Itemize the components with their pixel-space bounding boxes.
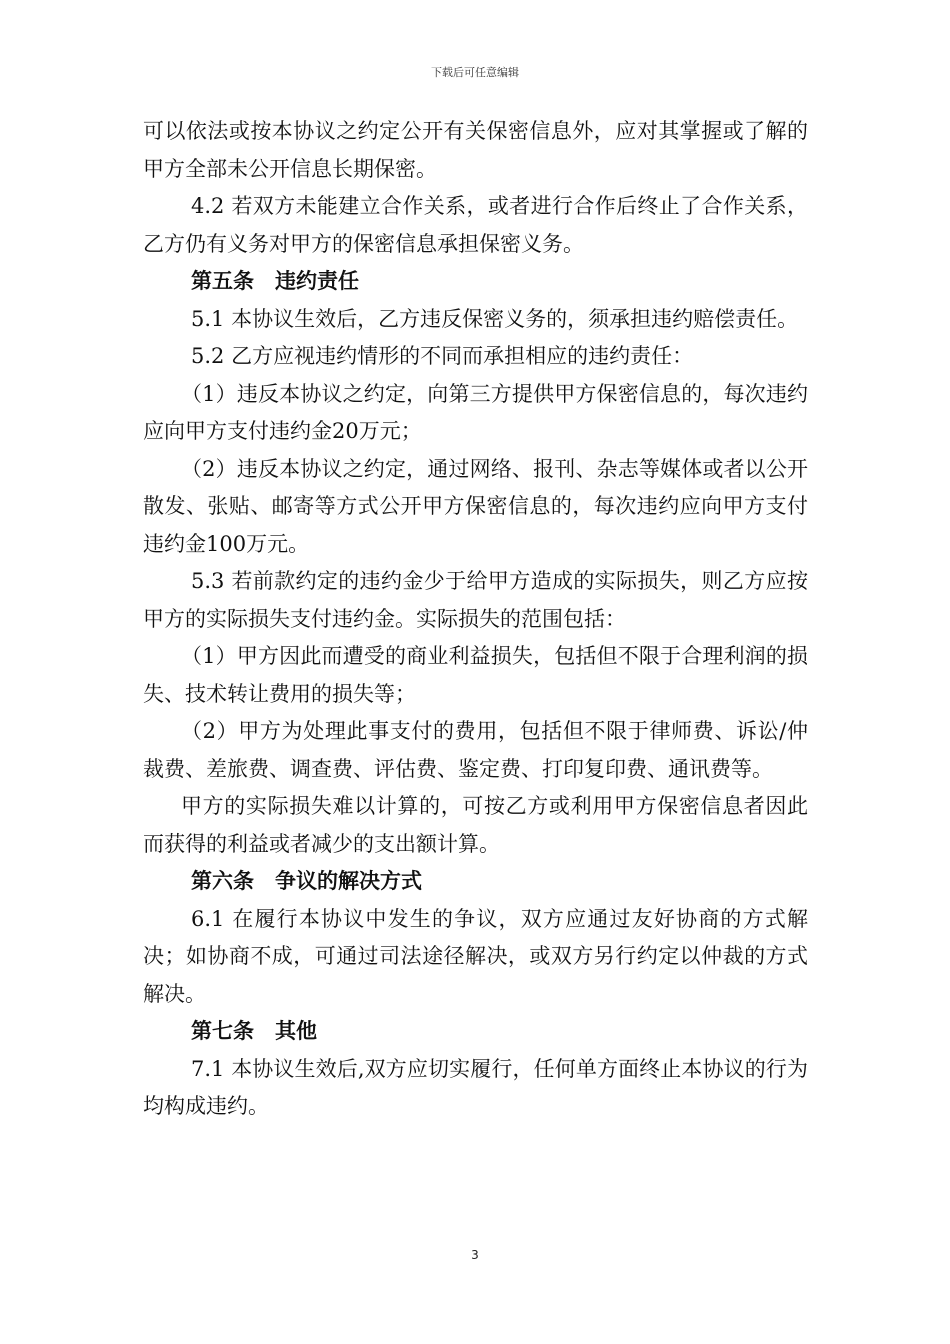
clause-4-2: 4.2 若双方未能建立合作关系，或者进行合作后终止了合作关系，乙方仍有义务对甲方的保密信息承担保密义务。: [143, 194, 808, 256]
clause-5-3-item-2: （2）甲方为处理此事支付的费用，包括但不限于律师费、诉讼/仲裁费、差旅费、调查费、评估费、鉴定费、打印复印费、通讯费等。: [143, 719, 808, 781]
clause-5-3-item-1: （1）甲方因此而遭受的商业利益损失，包括但不限于合理利润的损失、技术转让费用的损失等；: [143, 644, 808, 706]
document-body: [143, 113, 808, 1126]
page-header: 下载后可任意编辑: [431, 66, 519, 79]
loss-calculation-paragraph: 甲方的实际损失难以计算的，可按乙方或利用甲方保密信息者因此而获得的利益或者减少的支出额计算。: [143, 794, 808, 856]
article-5-heading: 第五条 违约责任: [191, 269, 359, 293]
clause-6-1: 6.1 在履行本协议中发生的争议，双方应通过友好协商的方式解决；如协商不成，可通过司法途径解决，或双方另行约定以仲裁的方式解决。: [143, 906, 808, 1006]
clause-5-2-item-2: （2）违反本协议之约定，通过网络、报刊、杂志等媒体或者以公开散发、张贴、邮寄等方式公开甲方保密信息的，每次违约应向甲方支付违约金100万元。: [143, 456, 808, 556]
clause-5-1: 5.1 本协议生效后，乙方违反保密义务的，须承担违约赔偿责任。: [191, 306, 799, 331]
article-7-heading: 第七条 其他: [191, 1019, 317, 1043]
clause-7-1: 7.1 本协议生效后,双方应切实履行，任何单方面终止本协议的行为均构成违约。: [143, 1056, 808, 1118]
clause-5-2-item-1: （1）违反本协议之约定，向第三方提供甲方保密信息的，每次违约应向甲方支付违约金20万元；: [143, 381, 808, 443]
paragraph-continuation: 可以依法或按本协议之约定公开有关保密信息外，应对其掌握或了解的甲方全部未公开信息长期保密。: [143, 119, 808, 181]
page-number: 3: [471, 1248, 479, 1262]
clause-5-2: 5.2 乙方应视违约情形的不同而承担相应的违约责任：: [191, 344, 694, 368]
clause-5-3: 5.3 若前款约定的违约金少于给甲方造成的实际损失，则乙方应按甲方的实际损失支付违约金。实际损失的范围包括：: [143, 569, 808, 631]
article-6-heading: 第六条 争议的解决方式: [191, 869, 422, 893]
